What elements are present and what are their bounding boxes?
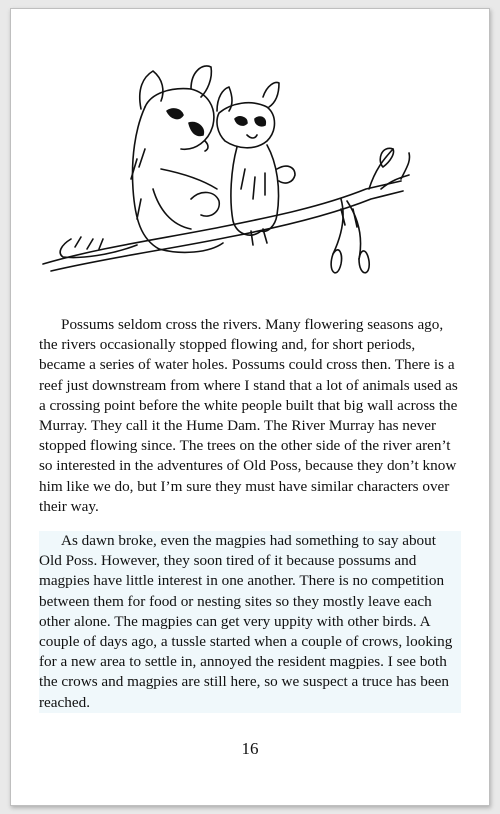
paragraph-possums [39,315,461,517]
paragraph-text: As dawn broke, even the magpies had something to say about Old Poss. However, they soon tired of it because possums and magpies have little interest in one another. There is no competition between them for food or nesting sites so they mostly leave each other alone. The magpies can get very uppity with other birds. A couple of days ago, a tussle started when a couple of crows, looking for a new area to settle in, annoyed the resident magpies. I see both the crows and magpies are still here, so we suspect a truce has been reached. [39,532,453,711]
paragraph-text: Possums seldom cross the rivers. Many flowering seasons ago, the rivers occasionally stopped flowing and, for short periods, became a series of water holes. Possums could cross then. There is a reef just downstream from where I stand that a lot of animals used as a crossing point before the white people built that big wall across the Murray. They call it the Hume Dam. The River Murray has never stopped flowing since. The trees on the other side of the river aren’t so interested in the adventures of Old Poss, because they don’t know him like we do, but I’m sure they must have similar characters over their way. [39,316,458,515]
paragraph-magpies [39,531,461,713]
book-page [10,8,490,806]
page-number: 16 [241,739,259,758]
possums-on-branch-illustration [41,49,411,309]
adult-possum-drawing [60,66,223,258]
branch-drawing [43,148,410,272]
